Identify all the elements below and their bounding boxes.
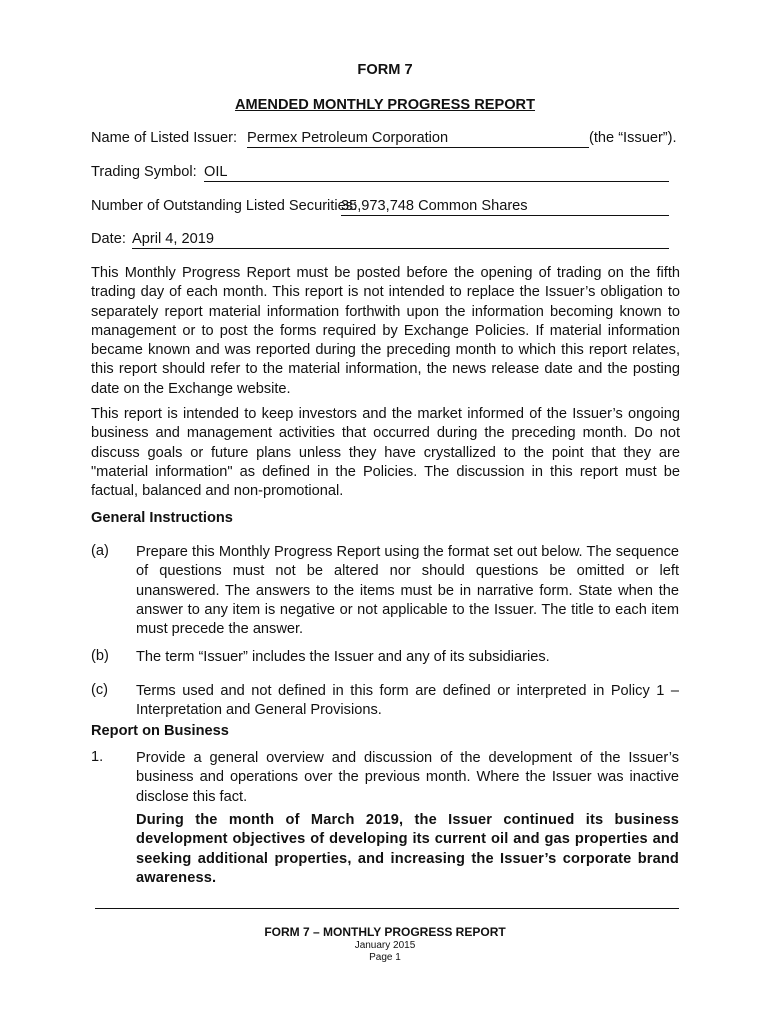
instruction-a-label: (a) [91, 543, 109, 559]
footer-page-number: Page 1 [369, 952, 401, 963]
instruction-c-text: Terms used and not defined in this form are defined or interpreted in Policy 1 – Interpretation and General Provisions. [136, 683, 679, 719]
general-instructions-heading: General Instructions [91, 510, 233, 526]
instruction-c-label: (c) [91, 682, 109, 698]
business-item-1-question: Provide a general overview and discussion of the development of the Issuer’s business and operations over the previous month. Where the Issuer was inactive disclose this fact. [136, 750, 679, 805]
issuer-name-field [91, 130, 677, 150]
securities-underline [341, 215, 669, 216]
intro-paragraph-1: This Monthly Progress Report must be posted before the opening of trading on the fifth trading day of each month. This report is not intended to replace the Issuer’s obligation to separately report material information forthwith upon the information becoming known to management or to post the forms required by Exchange Policies. If material information became known and was reported during the preceding month to which this report relates, this report should refer to the material information, the news release date and the posting date on the Exchange website. [91, 265, 680, 397]
securities-field [91, 198, 669, 218]
instruction-a-text: Prepare this Monthly Progress Report using the format set out below. The sequence of questions must not be altered nor should questions be omitted or left unanswered. The answers to the items must be in narrative form. State when the answer to any item is negative or not applicable to the Issuer. The title to each item must precede the answer. [136, 544, 679, 638]
form-title: FORM 7 [357, 62, 413, 78]
report-on-business-heading: Report on Business [91, 723, 229, 739]
issuer-name-value: Permex Petroleum Corporation [247, 130, 449, 146]
instruction-b-text: The term “Issuer” includes the Issuer and any of its subsidiaries. [136, 649, 550, 665]
date-label: Date: [91, 231, 126, 247]
footer-title: FORM 7 – MONTHLY PROGRESS REPORT [264, 925, 506, 939]
issuer-name-underline [247, 147, 589, 148]
report-title: AMENDED MONTHLY PROGRESS REPORT [234, 97, 536, 113]
trading-symbol-underline [204, 181, 669, 182]
trading-symbol-label: Trading Symbol: [91, 164, 197, 180]
date-underline [132, 248, 669, 249]
issuer-name-label: Name of Listed Issuer: [91, 130, 238, 146]
intro-paragraph-2: This report is intended to keep investors and the market informed of the Issuer’s ongoing business and management activities that occurred during the preceding month. Do not discuss goals or future plans unless they have crystallized to the point that they are "material information" as defined in the Policies. The discussion in this report must be factual, balanced and non-promotional. [91, 406, 680, 500]
date-value: April 4, 2019 [132, 231, 214, 247]
date-field [91, 231, 669, 251]
issuer-suffix: (the “Issuer”). [589, 130, 677, 146]
securities-value: 35,973,748 Common Shares [341, 198, 528, 214]
securities-label: Number of Outstanding Listed Securities: [91, 198, 358, 214]
instruction-b-label: (b) [91, 648, 109, 664]
footer-date: January 2015 [354, 940, 416, 951]
business-item-1-answer: During the month of March 2019, the Issuer continued its business development objectives of developing its current oil and gas properties and seeking additional properties, and increasing the Issuer’s corporate brand awareness. [136, 812, 679, 886]
business-item-1-label: 1. [91, 749, 104, 765]
footer-divider [95, 908, 679, 909]
trading-symbol-value: OIL [204, 164, 228, 180]
trading-symbol-field [91, 164, 669, 184]
